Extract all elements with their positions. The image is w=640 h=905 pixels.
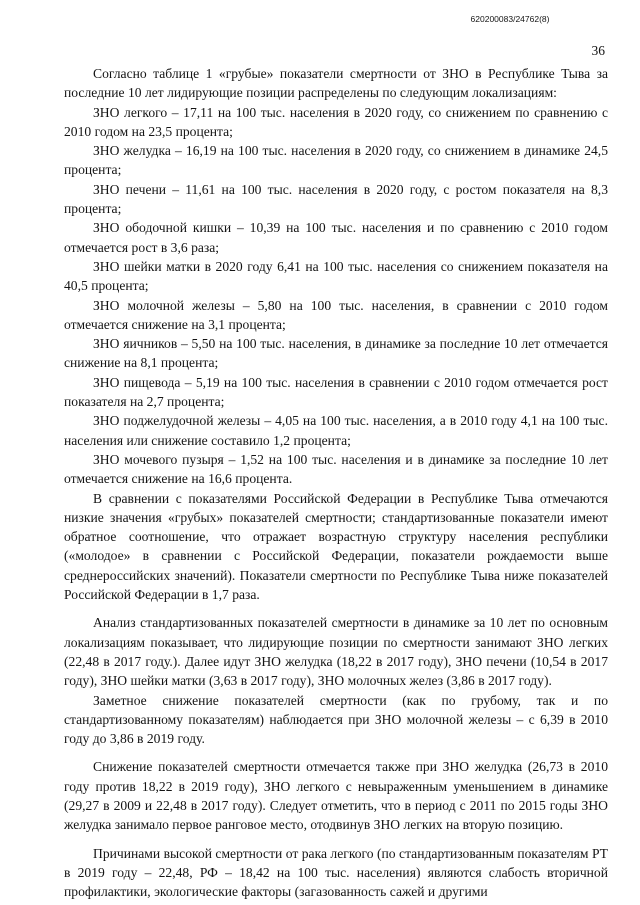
list-item-bladder: ЗНО мочевого пузыря – 1,52 на 100 тыс. населения и в динамике за последние 10 лет отмечается снижение на 16,6 процента.: [64, 451, 608, 487]
list-item-pancreas: ЗНО поджелудочной железы – 4,05 на 100 тыс. населения, а в 2010 году 4,1 на 100 тыс. населения или снижение составило 1,2 процента;: [64, 413, 608, 448]
list-item-liver: ЗНО печени – 11,61 на 100 тыс. населения в 2020 году, с ростом показателя на 8,3 процента;: [64, 181, 608, 217]
list-item-breast: ЗНО молочной железы – 5,80 на 100 тыс. населения, в сравнении с 2010 годом отмечается снижение на 3,1 процента;: [64, 297, 608, 332]
document-id: 620200083/24762(8): [470, 14, 550, 24]
page-number: 36: [591, 43, 605, 58]
paragraph-lung-causes: Причинами высокой смертности от рака легкого (по стандартизованным показателям РТ в 2019 году – 22,48, РФ – 18,42 на 100 тыс. населения) являются слабость вторичной профилактики, экологические факторы (загазованность сажей и другими: [64, 845, 608, 900]
list-item-stomach: ЗНО желудка – 16,19 на 100 тыс. населения в 2020 году, со снижением в динамике 24,5 процента;: [64, 143, 608, 178]
list-item-esophagus: ЗНО пищевода – 5,19 на 100 тыс. населения в сравнении с 2010 годом отмечается рост показателя на 2,7 процента;: [64, 374, 608, 410]
list-item-cervix: ЗНО шейки матки в 2020 году 6,41 на 100 тыс. населения со снижением показателя на 40,5 процента;: [64, 258, 608, 294]
list-item-lung: ЗНО легкого – 17,11 на 100 тыс. населения в 2020 году, со снижением по сравнению с 2010 годом на 23,5 процента;: [64, 104, 608, 139]
list-item-ovary: ЗНО яичников – 5,50 на 100 тыс. населения, в динамике за последние 10 лет отмечается снижение на 8,1 процента;: [64, 336, 608, 371]
document-body: [64, 64, 608, 901]
paragraph-intro: Согласно таблице 1 «грубые» показатели смертности от ЗНО в Республике Тыва за последние 10 лет лидирующие позиции распределены по следующим локализациям:: [64, 66, 608, 101]
paragraph-breast-decline: Заметное снижение показателей смертности (как по грубому, так и по стандартизованному показателям) наблюдается при ЗНО молочной железы – с 6,39 в 2010 году до 3,86 в 2019 году.: [64, 692, 608, 747]
paragraph-stomach-decline: Снижение показателей смертности отмечается также при ЗНО желудка (26,73 в 2010 году против 18,22 в 2019 году), ЗНО легкого с невыраженным уменьшением в динамике (29,27 в 2009 и 22,48 в 2017 году). Следует отметить, что в период с 2011 по 2015 годы ЗНО желудка занимало первое ранговое место, отодвинув ЗНО легких на вторую позицию.: [64, 759, 608, 833]
paragraph-comparison-rf: В сравнении с показателями Российской Федерации в Республике Тыва отмечаются низкие значения «грубых» показателей смертности; стандартизованные показатели имеют обратное соотношение, что отражает возрастную структуру населения республики («молодое» в сравнении с Российской Федерации, показатели рождаемости выше среднероссийских значений). Показатели смертности по Республике Тыва ниже показателей Российской Федерации в 1,7 раза.: [64, 490, 608, 603]
list-item-colon: ЗНО ободочной кишки – 10,39 на 100 тыс. населения и по сравнению с 2010 годом отмечается рост в 3,6 раза;: [64, 220, 608, 255]
paragraph-standardized-analysis: Анализ стандартизованных показателей смертности в динамике за 10 лет по основным локализациям показывает, что лидирующие позиции по смертности занимают ЗНО легких (22,48 в 2017 году.). Далее идут ЗНО желудка (18,22 в 2017 году), ЗНО печени (10,54 в 2017 году), ЗНО шейки матки (3,63 в 2017 году), ЗНО молочных желез (3,86 в 2017 году).: [64, 615, 608, 689]
